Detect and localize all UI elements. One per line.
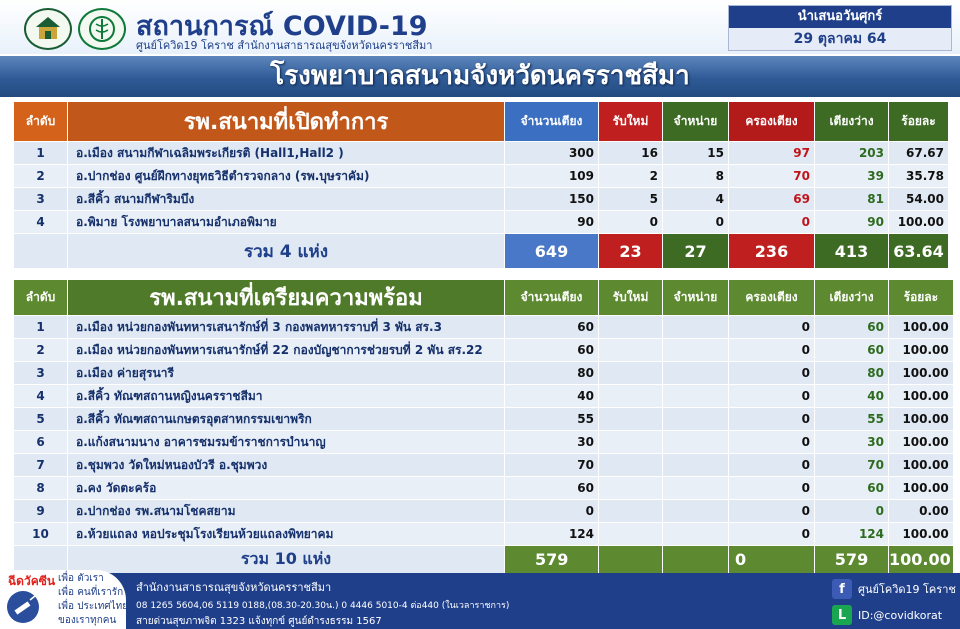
hospital-name: อ.เมือง หน่วยกองพันทหารเสนารักษ์ที่ 22 กองบัญชาการช่วยรบที่ 2 พัน สร.22 <box>68 339 505 362</box>
total-occupied: 236 <box>729 234 815 269</box>
percent-cell: 100.00 <box>889 362 954 385</box>
total-spacer <box>14 234 68 269</box>
beds-cell: 80 <box>505 362 599 385</box>
percent-cell: 100.00 <box>889 385 954 408</box>
vacant-cell: 60 <box>815 477 889 500</box>
beds-cell: 40 <box>505 385 599 408</box>
vaccine-line: เพื่อ คนที่เรารัก <box>58 587 124 598</box>
col-header-beds: จำนวนเตียง <box>505 280 599 316</box>
occupied-cell: 0 <box>729 339 815 362</box>
hospital-name: อ.เมือง ค่ายสุรนารี <box>68 362 505 385</box>
vacant-cell: 80 <box>815 362 889 385</box>
discharged-cell: 0 <box>663 211 729 234</box>
new-cell <box>599 431 663 454</box>
occupied-cell: 0 <box>729 454 815 477</box>
vacant-cell: 60 <box>815 339 889 362</box>
ministry-logo <box>78 8 126 50</box>
beds-cell: 109 <box>505 165 599 188</box>
row-number: 9 <box>14 500 68 523</box>
table-row <box>14 454 954 477</box>
new-cell: 16 <box>599 142 663 165</box>
table-row <box>14 408 954 431</box>
table-heading: รพ.สนามที่เตรียมความพร้อม <box>68 280 505 316</box>
row-number: 3 <box>14 362 68 385</box>
row-number: 3 <box>14 188 68 211</box>
total-beds: 579 <box>505 546 599 574</box>
occupied-cell: 0 <box>729 211 815 234</box>
col-header-no: ลำดับ <box>14 280 68 316</box>
col-header-no: ลำดับ <box>14 102 68 142</box>
occupied-cell: 0 <box>729 316 815 339</box>
vacant-cell: 81 <box>815 188 889 211</box>
percent-cell: 0.00 <box>889 500 954 523</box>
beds-cell: 30 <box>505 431 599 454</box>
table-header <box>14 102 949 142</box>
hospital-name: อ.ห้วยแถลง หอประชุมโรงเรียนห้วยแถลงพิทยาคม <box>68 523 505 546</box>
footer-phone: 08 1265 5604,06 5119 0188,(08.30-20.30น.) 0 4446 5010-4 ต่อ440 (ในเวลาราชการ) <box>136 601 510 611</box>
hospital-name: อ.สีคิ้ว ทัณฑสถานเกษตรอุตสาหกรรมเขาพริก <box>68 408 505 431</box>
row-number: 10 <box>14 523 68 546</box>
section-banner: โรงพยาบาลสนามจังหวัดนครราชสีมา <box>0 56 960 97</box>
hospital-name: อ.ชุมพวง วัดใหม่หนองบัวรี อ.ชุมพวง <box>68 454 505 477</box>
total-new: 23 <box>599 234 663 269</box>
hospital-name: อ.แก้งสนามนาง อาคารชมรมข้าราชการบำนาญ <box>68 431 505 454</box>
discharged-cell <box>663 408 729 431</box>
percent-cell: 100.00 <box>889 454 954 477</box>
vaccine-line: ของเราทุกคน <box>58 615 117 626</box>
hospital-name: อ.ปากช่อง ศูนย์ฝึกทางยุทธวิธีตำรวจกลาง (รพ.บุษราคัม) <box>68 165 505 188</box>
beds-cell: 70 <box>505 454 599 477</box>
vaccine-campaign <box>0 570 129 629</box>
total-new <box>599 546 663 574</box>
date-box <box>728 5 952 51</box>
row-number: 2 <box>14 165 68 188</box>
occupied-cell: 0 <box>729 362 815 385</box>
table-row <box>14 142 949 165</box>
vaccine-lines <box>58 572 128 628</box>
occupied-cell: 0 <box>729 500 815 523</box>
percent-cell: 100.00 <box>889 523 954 546</box>
col-header-beds: จำนวนเตียง <box>505 102 599 142</box>
footer-address: สายด่วนสุขภาพจิต 1323 แจ้งทุกข์ ศูนย์ดำรงธรรม 1567 <box>136 616 382 627</box>
hospital-name: อ.คง วัดตะคร้อ <box>68 477 505 500</box>
footer-org: สำนักงานสาธารณสุขจังหวัดนครราชสีมา <box>136 581 332 594</box>
syringe-icon <box>6 590 40 624</box>
table-row <box>14 188 949 211</box>
new-cell <box>599 408 663 431</box>
table-row <box>14 165 949 188</box>
hospital-name: อ.พิมาย โรงพยาบาลสนามอำเภอพิมาย <box>68 211 505 234</box>
hospital-name: อ.ปากช่อง รพ.สนามโชคสยาม <box>68 500 505 523</box>
new-cell <box>599 362 663 385</box>
new-cell <box>599 385 663 408</box>
total-label: รวม 10 แห่ง <box>68 546 505 574</box>
header <box>0 0 960 54</box>
new-cell <box>599 316 663 339</box>
facebook-icon: f <box>832 579 852 599</box>
percent-cell: 100.00 <box>889 431 954 454</box>
vacant-cell: 90 <box>815 211 889 234</box>
col-header-occupied: ครองเตียง <box>729 102 815 142</box>
vacant-cell: 0 <box>815 500 889 523</box>
row-number: 1 <box>14 316 68 339</box>
vacant-cell: 124 <box>815 523 889 546</box>
beds-cell: 0 <box>505 500 599 523</box>
percent-cell: 100.00 <box>889 339 954 362</box>
percent-cell: 100.00 <box>889 408 954 431</box>
hospital-name: อ.เมือง หน่วยกองพันทหารเสนารักษ์ที่ 3 กองพลทหารราบที่ 3 พัน สร.3 <box>68 316 505 339</box>
discharged-cell: 4 <box>663 188 729 211</box>
discharged-cell <box>663 316 729 339</box>
col-header-occupied: ครองเตียง <box>729 280 815 316</box>
discharged-cell <box>663 431 729 454</box>
total-discharged: 27 <box>663 234 729 269</box>
occupied-cell: 0 <box>729 523 815 546</box>
vacant-cell: 60 <box>815 316 889 339</box>
percent-cell: 35.78 <box>889 165 949 188</box>
row-number: 7 <box>14 454 68 477</box>
col-header-discharged: จำหน่าย <box>663 280 729 316</box>
total-percent: 63.64 <box>889 234 949 269</box>
table-row <box>14 385 954 408</box>
col-header-percent: ร้อยละ <box>889 102 949 142</box>
row-number: 4 <box>14 385 68 408</box>
ready-hospitals-table <box>13 279 954 574</box>
row-number: 8 <box>14 477 68 500</box>
table-row <box>14 500 954 523</box>
table-row <box>14 211 949 234</box>
discharged-cell <box>663 477 729 500</box>
beds-cell: 150 <box>505 188 599 211</box>
vacant-cell: 70 <box>815 454 889 477</box>
vaccine-line: เพื่อ ประเทศไทย <box>58 601 129 612</box>
table-total-row <box>14 234 949 269</box>
row-number: 2 <box>14 339 68 362</box>
vacant-cell: 40 <box>815 385 889 408</box>
new-cell <box>599 523 663 546</box>
col-header-vacant: เตียงว่าง <box>815 102 889 142</box>
hospital-name: อ.สีคิ้ว ทัณฑสถานหญิงนครราชสีมา <box>68 385 505 408</box>
date-value: 29 ตุลาคม 64 <box>729 28 951 50</box>
discharged-cell <box>663 339 729 362</box>
facebook-link[interactable] <box>832 579 956 599</box>
discharged-cell <box>663 385 729 408</box>
table-row <box>14 477 954 500</box>
new-cell <box>599 477 663 500</box>
page-subtitle: ศูนย์โควิด19 โคราช สำนักงานสาธารณสุขจังหวัดนครราชสีมา <box>136 39 433 52</box>
total-vacant: 413 <box>815 234 889 269</box>
new-cell: 0 <box>599 211 663 234</box>
col-header-new: รับใหม่ <box>599 102 663 142</box>
table-row <box>14 339 954 362</box>
total-label: รวม 4 แห่ง <box>68 234 505 269</box>
footer <box>0 573 960 629</box>
table-heading: รพ.สนามที่เปิดทำการ <box>68 102 505 142</box>
hospital-name: อ.สีคิ้ว สนามกีฬาริมบึง <box>68 188 505 211</box>
col-header-percent: ร้อยละ <box>889 280 954 316</box>
beds-cell: 60 <box>505 339 599 362</box>
beds-cell: 90 <box>505 211 599 234</box>
occupied-cell: 0 <box>729 477 815 500</box>
new-cell: 2 <box>599 165 663 188</box>
facebook-label: ศูนย์โควิด19 โคราช <box>858 583 956 596</box>
row-number: 6 <box>14 431 68 454</box>
table-header <box>14 280 954 316</box>
col-header-discharged: จำหน่าย <box>663 102 729 142</box>
col-header-vacant: เตียงว่าง <box>815 280 889 316</box>
discharged-cell <box>663 362 729 385</box>
new-cell: 5 <box>599 188 663 211</box>
total-discharged <box>663 546 729 574</box>
occupied-cell: 70 <box>729 165 815 188</box>
beds-cell: 300 <box>505 142 599 165</box>
hospital-name: อ.เมือง สนามกีฬาเฉลิมพระเกียรติ (Hall1,Hall2 ) <box>68 142 505 165</box>
occupied-cell: 0 <box>729 385 815 408</box>
percent-cell: 100.00 <box>889 316 954 339</box>
beds-cell: 124 <box>505 523 599 546</box>
beds-cell: 60 <box>505 477 599 500</box>
percent-cell: 67.67 <box>889 142 949 165</box>
line-icon: L <box>832 605 852 625</box>
occupied-cell: 69 <box>729 188 815 211</box>
line-link[interactable] <box>832 605 942 625</box>
new-cell <box>599 454 663 477</box>
new-cell <box>599 500 663 523</box>
table-row <box>14 362 954 385</box>
discharged-cell: 8 <box>663 165 729 188</box>
vacant-cell: 30 <box>815 431 889 454</box>
discharged-cell <box>663 500 729 523</box>
table-row <box>14 431 954 454</box>
percent-cell: 100.00 <box>889 477 954 500</box>
row-number: 1 <box>14 142 68 165</box>
beds-cell: 55 <box>505 408 599 431</box>
percent-cell: 100.00 <box>889 211 949 234</box>
beds-cell: 60 <box>505 316 599 339</box>
new-cell <box>599 339 663 362</box>
col-header-new: รับใหม่ <box>599 280 663 316</box>
page-title: สถานการณ์ COVID-19 <box>136 11 428 42</box>
table-total-row <box>14 546 954 574</box>
occupied-cell: 0 <box>729 431 815 454</box>
vacant-cell: 203 <box>815 142 889 165</box>
percent-cell: 54.00 <box>889 188 949 211</box>
temple-icon <box>33 15 63 43</box>
caduceus-icon <box>87 14 117 44</box>
table-row <box>14 316 954 339</box>
emblem-logo <box>24 8 72 50</box>
total-beds: 649 <box>505 234 599 269</box>
open-hospitals-table <box>13 101 949 269</box>
vaccine-title: ฉีดวัคซีน <box>8 574 56 588</box>
discharged-cell <box>663 523 729 546</box>
discharged-cell <box>663 454 729 477</box>
total-occupied: 0 <box>729 546 815 574</box>
total-percent: 100.00 <box>889 546 954 574</box>
discharged-cell: 15 <box>663 142 729 165</box>
row-number: 4 <box>14 211 68 234</box>
occupied-cell: 0 <box>729 408 815 431</box>
occupied-cell: 97 <box>729 142 815 165</box>
vacant-cell: 55 <box>815 408 889 431</box>
row-number: 5 <box>14 408 68 431</box>
vaccine-line: เพื่อ ตัวเรา <box>58 573 104 584</box>
line-label: ID:@covidkorat <box>858 608 943 622</box>
date-label: นำเสนอวันศุกร์ <box>729 6 951 28</box>
vacant-cell: 39 <box>815 165 889 188</box>
total-vacant: 579 <box>815 546 889 574</box>
table-row <box>14 523 954 546</box>
